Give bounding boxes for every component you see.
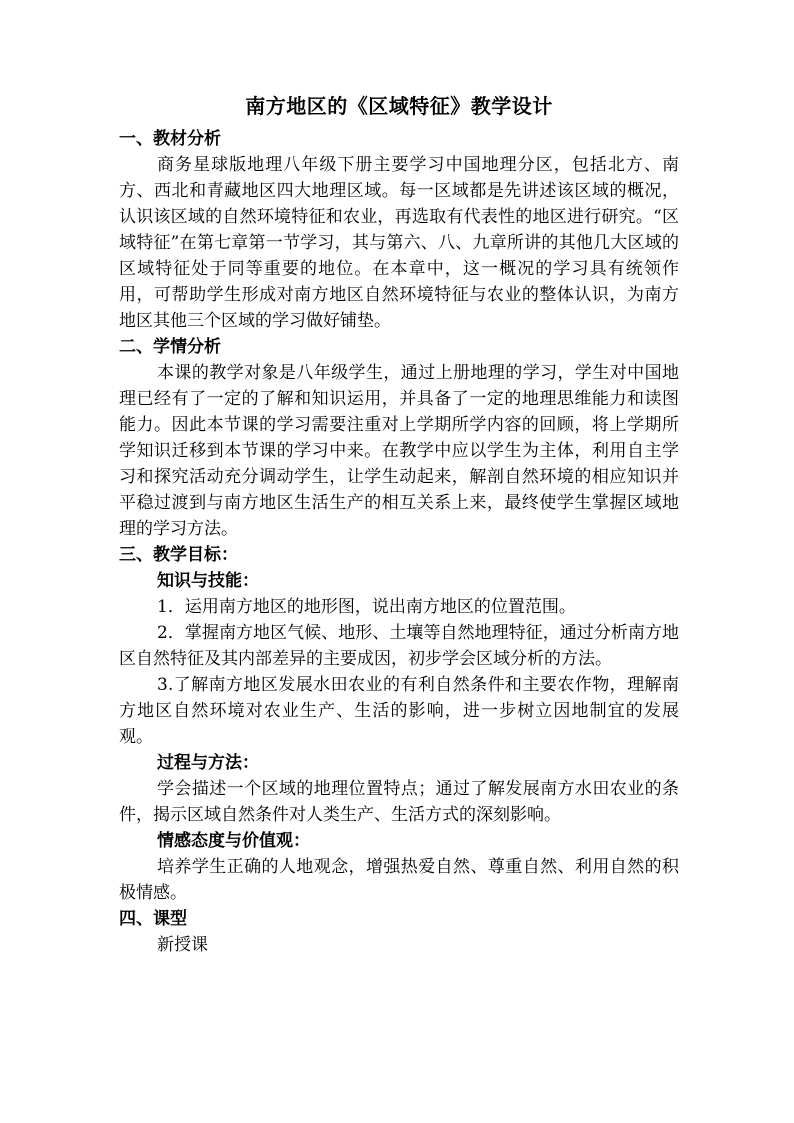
subsection-heading-process: 过程与方法： <box>157 753 259 773</box>
body-paragraph: 本课的教学对象是八年级学生，通过上册地理的学习，学生对中国地理已经有了一定的了解和知识运用，并具备了一定的地理思维能力和读图能力。因此本节课的学习需要注重对上学期所学内容的回顾，将上学期所学知识迁移到本节课的学习中来。在教学中应以学生为主体，利用自主学习和探究活动充分调动学生，让学生动起来，解剖自然环境的相应知识并平稳过渡到与南方地区生活生产的相互关系上来，最终使学生掌握区域地理的学习方法。 <box>119 363 679 539</box>
lesson-type-value: 新授课 <box>157 935 208 955</box>
objective-item: 1．运用南方地区的地形图，说出南方地区的位置范围。 <box>157 597 576 617</box>
document-page <box>119 88 679 958</box>
body-paragraph: 商务星球版地理八年级下册主要学习中国地理分区，包括北方、南方、西北和青藏地区四大地理区域。每一区域都是先讲述该区域的概况，认识该区域的自然环境特征和农业，再选取有代表性的地区进行研究。“区域特征”在第七章第一节学习，其与第六、八、九章所讲的其他几大区域的区域特征处于同等重要的地位。在本章中，这一概况的学习具有统领作用，可帮助学生形成对南方地区自然环境特征与农业的整体认识，为南方地区其他三个区域的学习做好铺垫。 <box>119 155 679 331</box>
section-heading: 一、教材分析 <box>119 129 221 149</box>
section-heading: 二、学情分析 <box>119 337 221 357</box>
section-heading: 四、课型 <box>119 909 187 929</box>
document-title: 南方地区的《区域特征》教学设计 <box>245 94 553 118</box>
objective-item: 2．掌握南方地区气候、地形、土壤等自然地理特征，通过分析南方地区自然特征及其内部差异的主要成因，初步学会区域分析的方法。 <box>119 623 679 669</box>
subsection-heading-attitude: 情感态度与价值观： <box>157 831 310 851</box>
section-heading: 三、教学目标： <box>119 545 238 565</box>
objective-item: 学会描述一个区域的地理位置特点；通过了解发展南方水田农业的条件，揭示区域自然条件对人类生产、生活方式的深刻影响。 <box>119 779 679 825</box>
objective-item: 3.了解南方地区发展水田农业的有利自然条件和主要农作物，理解南方地区自然环境对农业生产、生活的影响，进一步树立因地制宜的发展观。 <box>119 675 679 747</box>
section-lesson-type <box>119 906 679 958</box>
section-learner-analysis <box>119 334 679 542</box>
section-teaching-objectives <box>119 542 679 906</box>
objective-item: 培养学生正确的人地观念，增强热爱自然、尊重自然、利用自然的积极情感。 <box>119 857 679 903</box>
subsection-heading-knowledge: 知识与技能： <box>157 571 259 591</box>
section-textbook-analysis <box>119 126 679 334</box>
